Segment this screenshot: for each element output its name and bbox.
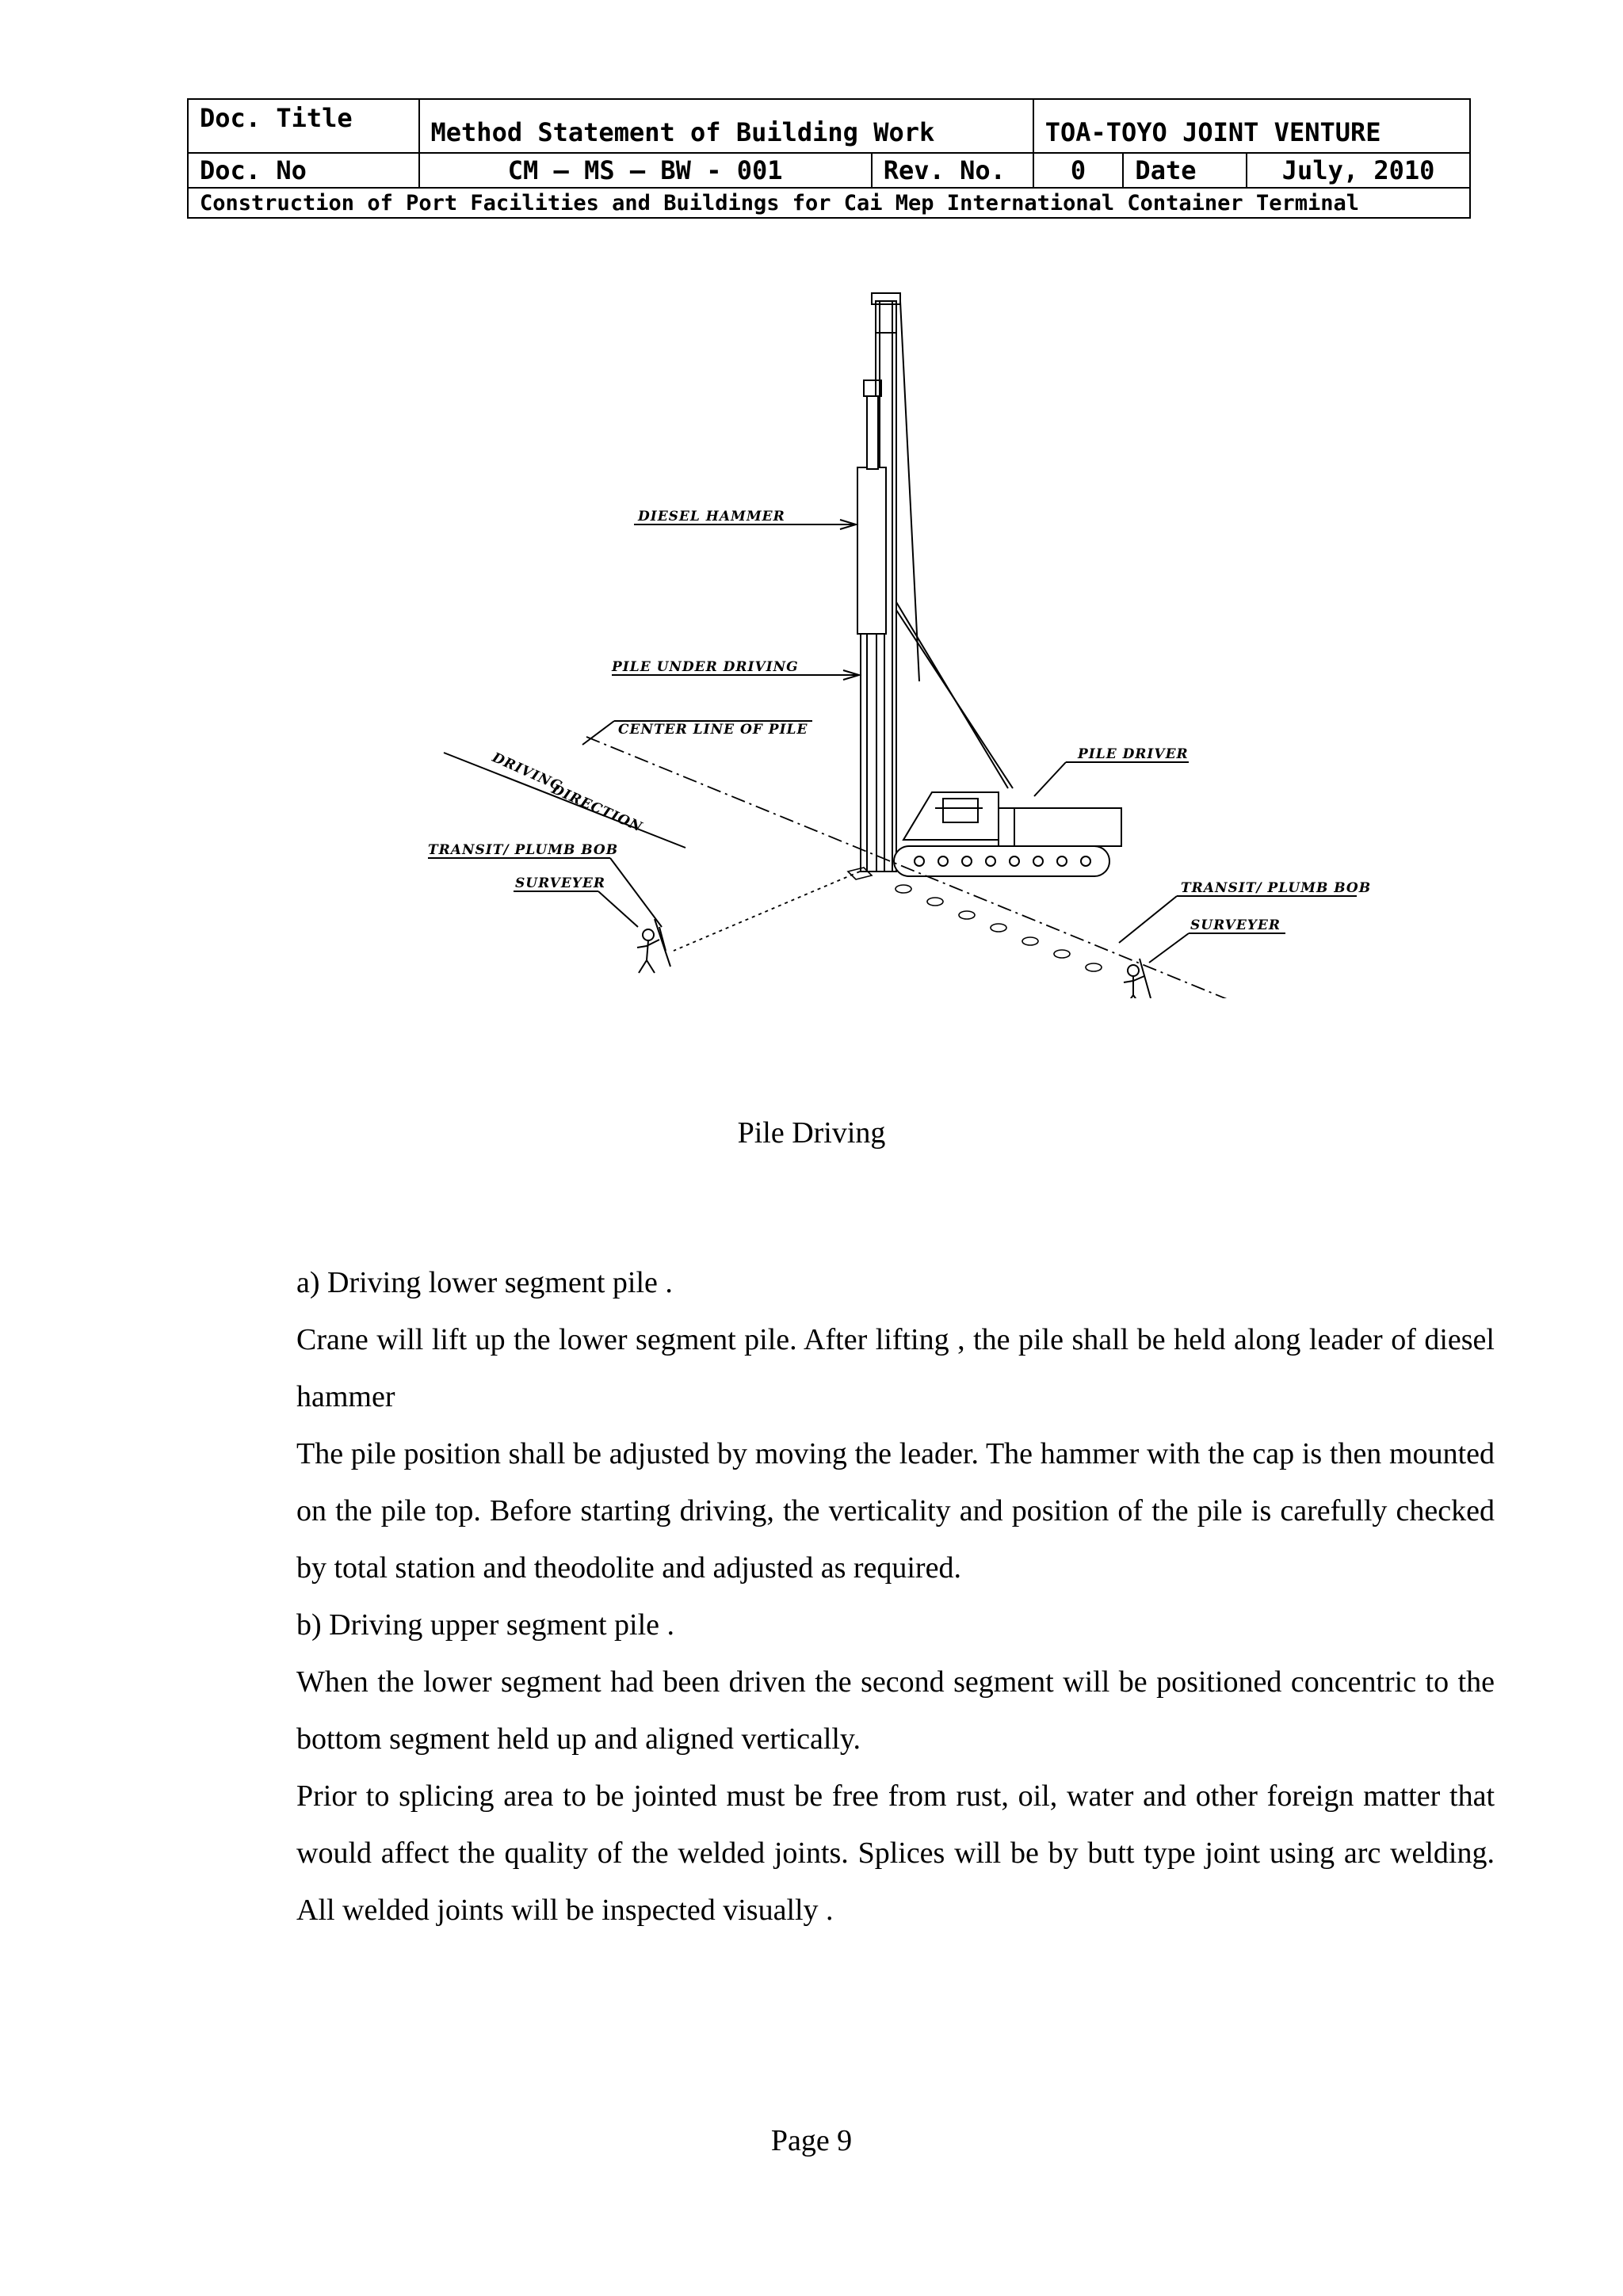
date-label: Date [1123,153,1247,188]
label-pile-under-driving: PILE UNDER DRIVING [612,659,799,675]
crane-body [999,808,1121,846]
label-diesel-hammer: DIESEL HAMMER [638,509,785,524]
rev-no-value: 0 [1033,153,1124,188]
paragraph: Prior to splicing area to be jointed must be free from rust, oil, water and other foreign matter that would affect the quality of the welded joints. Splices will be by butt type joint using arc welding. All welded joints will be inspected visually . [296,1779,1495,1927]
project-title: Construction of Port Facilities and Buildings for Cai Mep International Container Terminal [188,188,1470,218]
paragraph: The pile position shall be adjusted by moving the leader. The hammer with the cap is then mounted on the pile top. Before starting driving, the verticality and position of the pile is carefully checked by total station and theodolite and adjusted as required. [296,1437,1495,1585]
label-pile-driver: PILE DRIVER [1078,746,1189,762]
body-text [296,1254,1495,1939]
crawler-track [894,846,1109,876]
label-transit-left: TRANSIT/ PLUMB BOB [428,842,619,858]
document-header-table [187,98,1471,219]
diesel-hammer-body [857,467,886,634]
doc-no-value: CM – MS – BW - 001 [419,153,872,188]
doc-no-label: Doc. No [188,153,419,188]
company-name: TOA-TOYO JOINT VENTURE [1033,99,1470,153]
pile-body [861,634,884,871]
label-surveyor-left: SURVEYER [515,875,605,891]
label-center-line-of-pile: CENTER LINE OF PILE [618,722,808,738]
paragraph: When the lower segment had been driven the second segment will be positioned concentric to the bottom segment held up and aligned vertically. [296,1665,1495,1756]
pile-position-markers [848,868,1102,971]
doc-title-label: Doc. Title [188,99,419,153]
date-value: July, 2010 [1247,153,1470,188]
section-a-heading: a) Driving lower segment pile . [296,1266,673,1299]
pile-driving-drawing [396,285,1395,998]
paragraph: Crane will lift up the lower segment pile. After lifting , the pile shall be held along leader of diesel hammer [296,1323,1495,1413]
label-surveyor-right: SURVEYER [1190,917,1281,933]
surveyor-right-figure [1124,959,1151,998]
survey-sight-line-left [674,871,860,951]
page-number: Page 9 [770,2124,853,2157]
label-transit-right: TRANSIT/ PLUMB BOB [1181,880,1372,896]
pile-driving-figure [396,285,1395,998]
rev-no-label: Rev. No. [872,153,1033,188]
section-b-heading: b) Driving upper segment pile . [296,1608,675,1642]
surveyor-left-figure [637,919,670,973]
label-direction: DIRECTION [548,781,645,836]
figure-caption: Pile Driving [737,1116,886,1150]
doc-title-value: Method Statement of Building Work [419,99,1033,153]
label-driving: DRIVING [489,749,565,795]
